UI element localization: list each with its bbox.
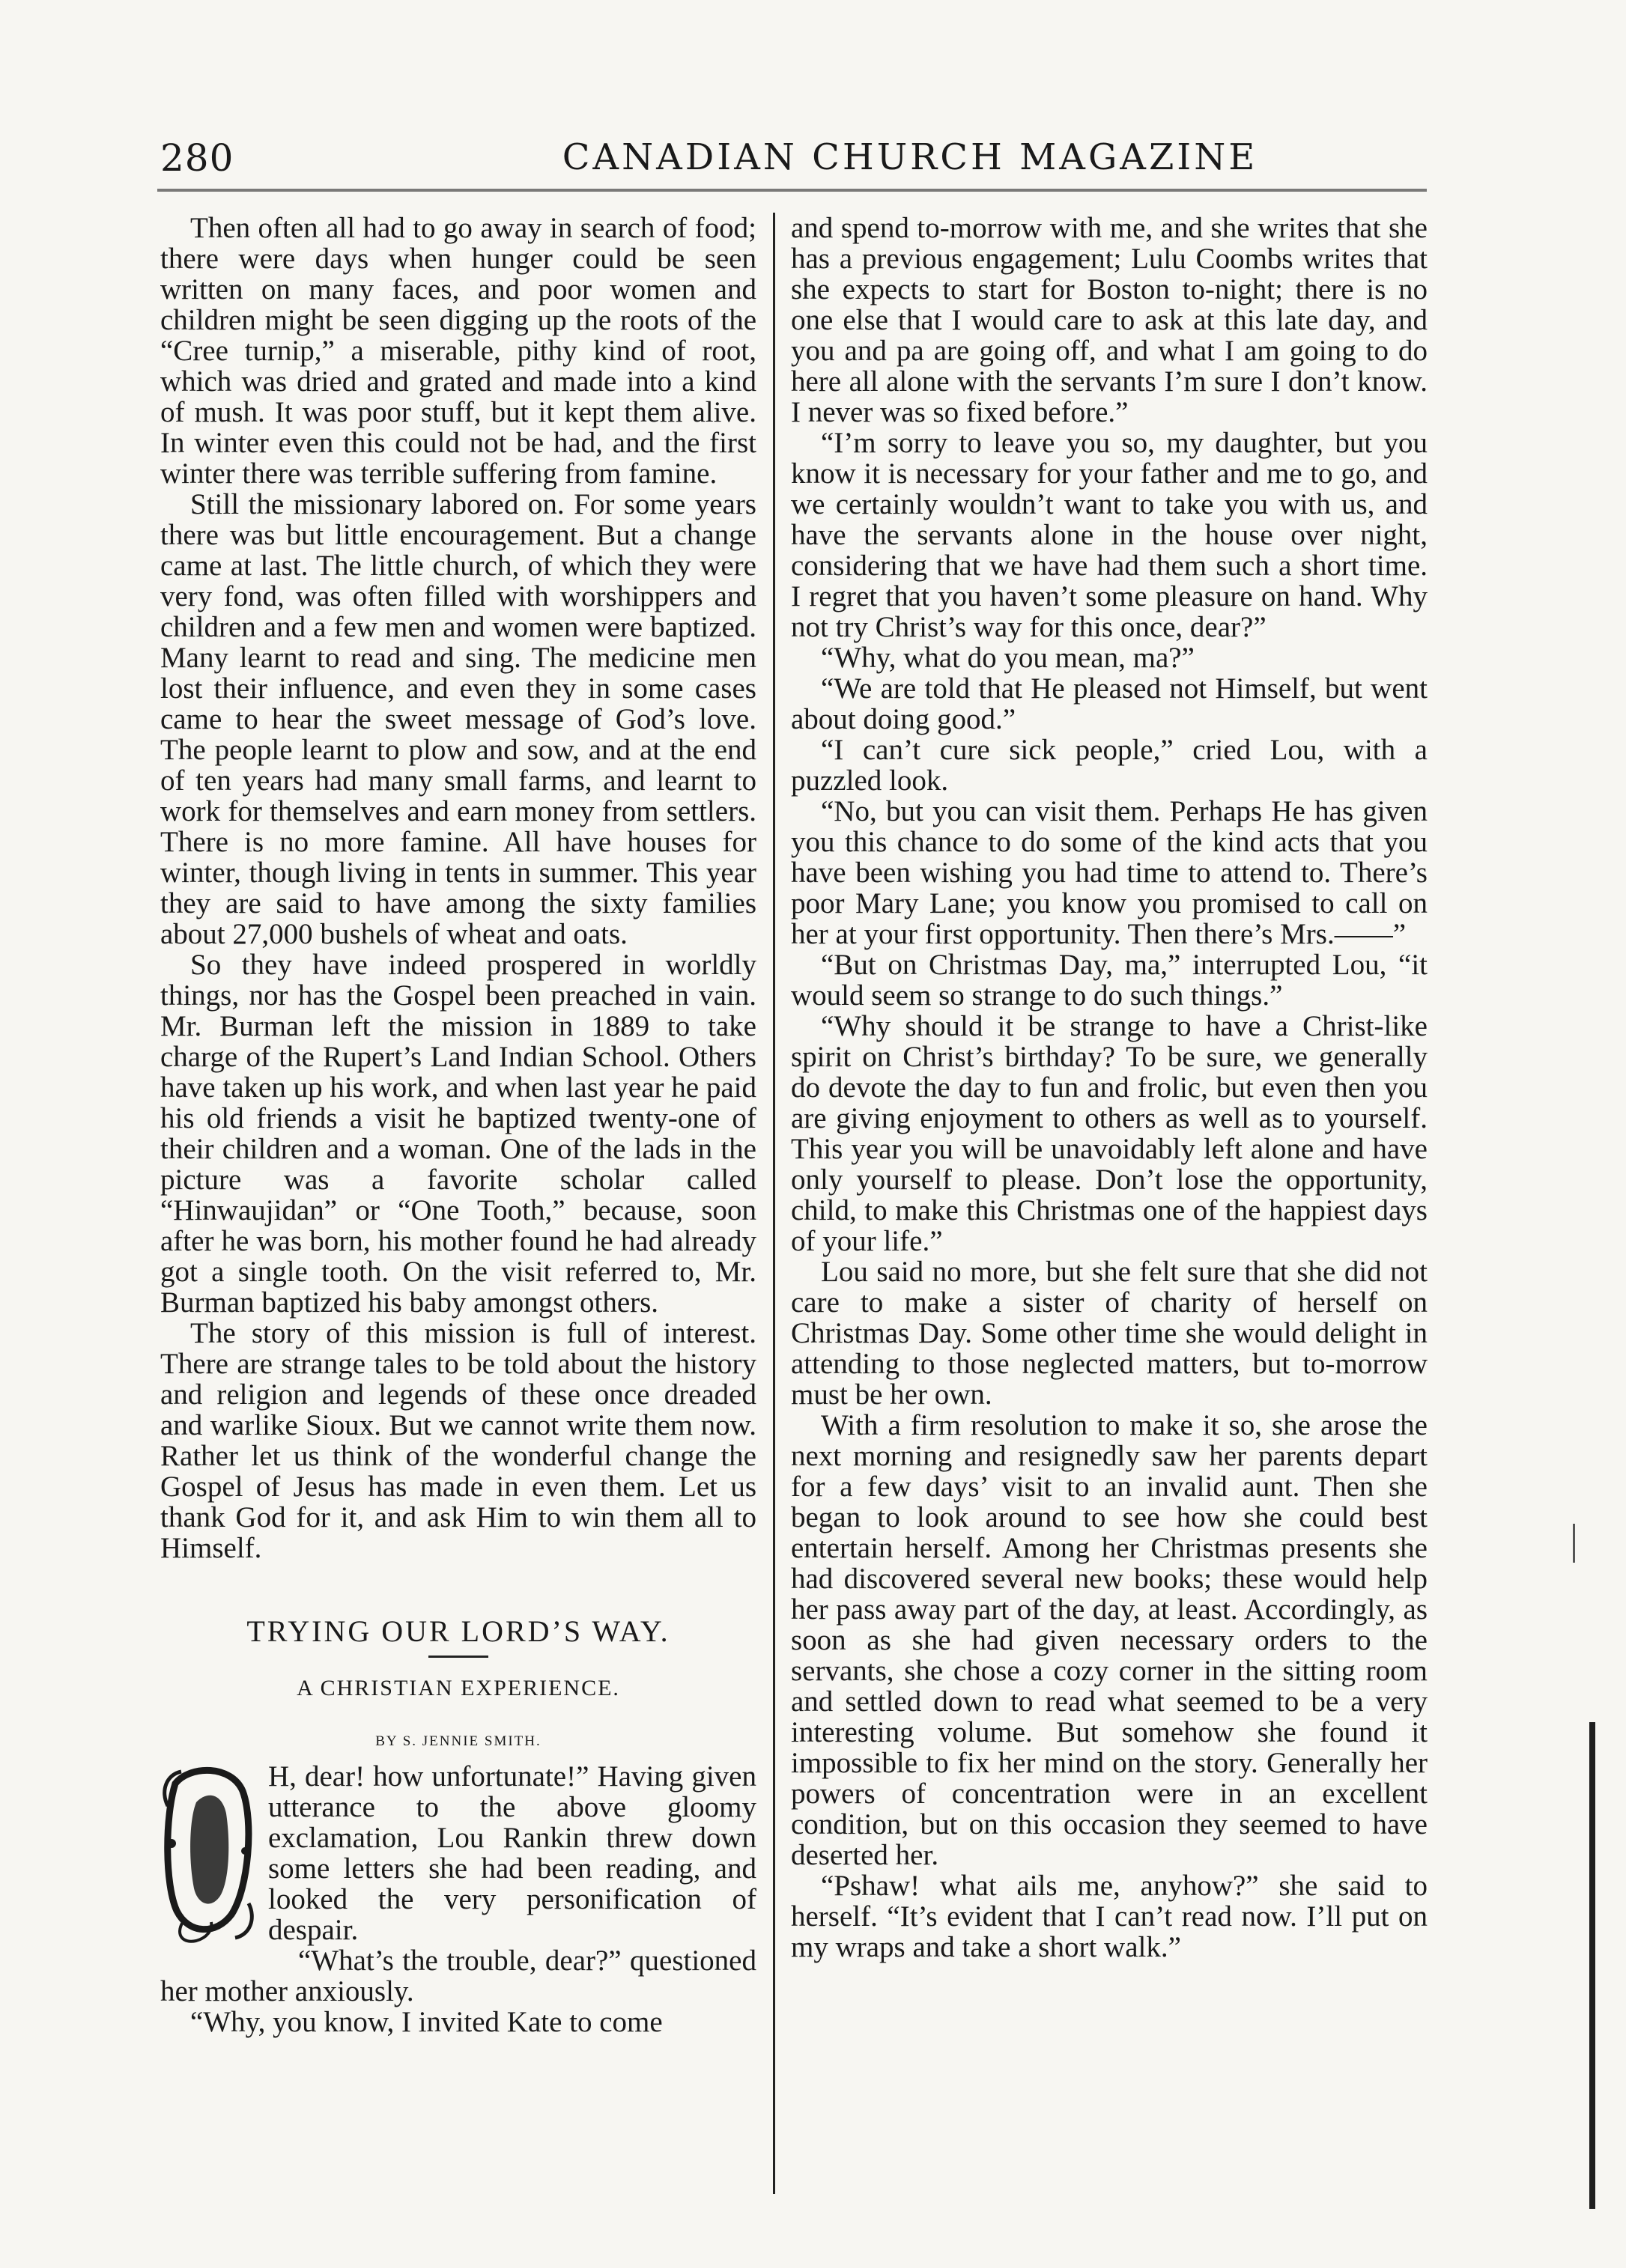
ornamental-initial-o-icon [160,1761,258,1947]
article-subtitle: A CHRISTIAN EXPERIENCE. [297,1676,620,1700]
body-paragraph: Lou said no more, but she felt sure that she did not care to make a sister of charity of herself on Christmas Day. Some other time she would delight in attending to those neglected matters, but to-morrow must be her own. [791,1256,1428,1411]
running-title: CANADIAN CHURCH MAGAZINE [562,136,1258,178]
body-paragraph: “Why, what do you mean, ma?” [821,642,1195,674]
article-opening-paragraph: H, dear! how unfortunate!” Having given utterance to the above gloomy exclamation, Lou Rankin threw down some letters she had been reading, and looked the very personification of despair. [268,1760,756,1946]
body-paragraph: “Pshaw! what ails me, anyhow?” she said to herself. “It’s evident that I can’t read now. I’ll put on my wraps and take a short walk.” [791,1870,1428,1963]
body-paragraph: Still the missionary labored on. For some years there was but little encouragement. But a change came at last. The little church, of which they were very fond, was often filled with worshippers and children and a few men and women were baptized. Many learnt to read and sing. The medicine men lost their influence, and even they in some cases came to hear the sweet message of God’s love. The people learnt to plow and sow, and at the end of ten years had many small farms, and learnt to work for themselves and earn money from settlers. There is no more famine. All have houses for winter, though living in tents in summer. This year they are said to have among the sixty families about 27,000 bushels of wheat and oats. [160,488,756,950]
margin-tick [1573,1524,1575,1563]
body-paragraph: “Why should it be strange to have a Christ-like spirit on Christ’s birthday? To be sure, we generally do devote the day to fun and frolic, but even then you are giving enjoyment to others as well as to yourself. This year you will be unavoidably left alone and have only yourself to please. Don’t lose the opportunity, child, to make this Christmas one of the happiest days of your life.” [791,1010,1428,1257]
body-paragraph: Then often all had to go away in search of food; there were days when hunger could be seen written on many faces, and poor women and children might be seen digging up the roots of the “Cree turnip,” a miserable, pithy kind of root, which was dried and grated and made into a kind of mush. It was poor stuff, but it kept them alive. In winter even this could not be had, and the first winter there was terrible suffering from famine. [160,212,756,490]
body-paragraph: “What’s the trouble, dear?” questioned her mother anxiously. [160,1945,756,2007]
body-paragraph: “We are told that He pleased not Himself, but went about doing good.” [791,672,1428,735]
body-paragraph: The story of this mission is full of interest. There are strange tales to be told about the history and religion and legends of these once dreaded and warlike Sioux. But we cannot write them now. Rather let us think of the wonderful change the Gospel of Jesus has made in even them. Let us thank God for it, and ask Him to win them all to Himself. [160,1317,756,1564]
title-rule [428,1656,488,1658]
article-byline: BY S. JENNIE SMITH. [375,1733,542,1749]
body-paragraph: “No, but you can visit them. Perhaps He has given you this chance to do some of the kind acts that you have been wishing you had time to attend to. There’s poor Mary Lane; you know you promised to call on her at your first opportunity. Then there’s Mrs.——” [791,795,1428,950]
body-paragraph: “But on Christmas Day, ma,” interrupted Lou, “it would seem so strange to do such things.” [791,949,1428,1012]
right-column [791,213,1428,1963]
body-paragraph: With a firm resolution to make it so, she arose the next morning and resignedly saw her parents depart for a few days’ visit to an invalid aunt. Then she began to look around to see how she could best entertain herself. Among her Christmas presents she had discovered several new books; these would help her pass away part of the day, at least. Accordingly, as soon as she had given necessary orders to the servants, she chose a cozy corner in the sitting room and settled down to read what seemed to be a very interesting volume. But somehow she found it impossible to fix her mind on the story. Generally her powers of concentration were in an excellent condition, but on this occasion they seemed to have deserted her. [791,1409,1428,1871]
left-column [160,213,756,2037]
body-paragraph: “Why, you know, I invited Kate to come [190,2006,663,2038]
column-divider [773,213,775,2194]
article-title: TRYING OUR LORD’S WAY. [246,1614,670,1648]
header-rule [157,189,1427,192]
body-paragraph: So they have indeed prospered in worldly things, nor has the Gospel been preached in vain. Mr. Burman left the mission in 1889 to take charge of the Rupert’s Land Indian School. Others have taken up his work, and when last year he paid his old friends a visit he baptized twenty-one of their children and a woman. One of the lads in the picture was a favorite scholar called “Hinwaujidan” or “One Tooth,” because, soon after he was born, his mother found he had already got a single tooth. On the visit referred to, Mr. Burman baptized his baby amongst others. [160,949,756,1319]
body-paragraph: “I’m sorry to leave you so, my daughter, but you know it is necessary for your father and me to go, and we certainly wouldn’t want to take you with us, and have the servants alone in the house over night, considering that we have had them such a short time. I regret that you haven’t some pleasure on hand. Why not try Christ’s way for this once, dear?” [791,427,1428,643]
body-paragraph: and spend to-morrow with me, and she writes that she has a previous engagement; Lulu Coombs writes that she expects to start for Boston to-night; there is no one else that I would care to ask at this late day, and you and pa are going off, and what I am going to do here all alone with the servants I’m sure I don’t know. I never was so fixed before.” [791,212,1428,428]
margin-bar [1589,1722,1595,2209]
article-opening [160,1761,756,1945]
page-number: 280 [160,136,234,180]
body-paragraph: “I can’t cure sick people,” cried Lou, with a puzzled look. [791,734,1428,797]
